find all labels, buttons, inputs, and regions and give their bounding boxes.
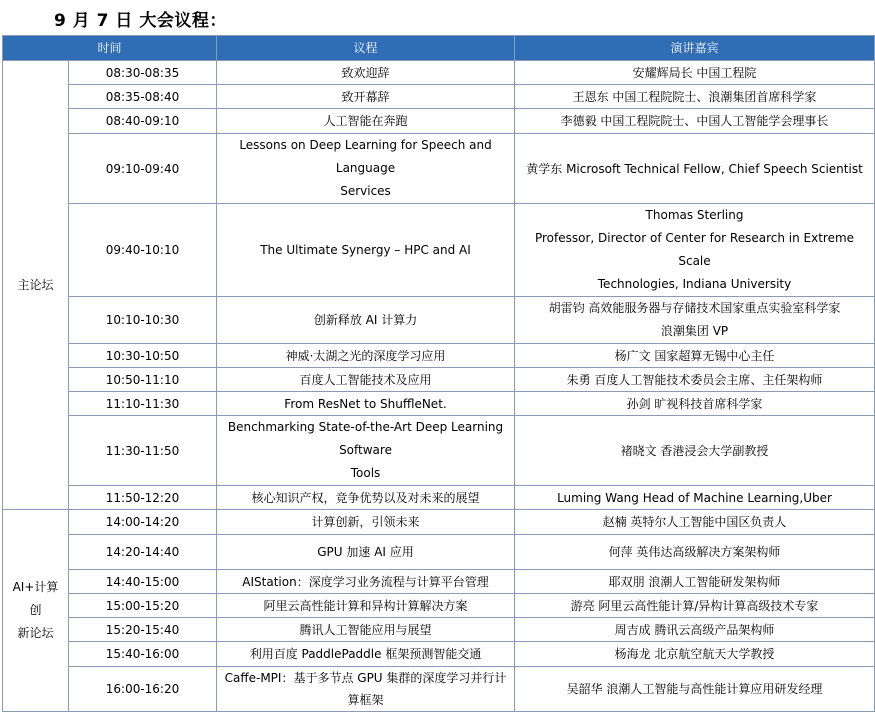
table-row [3,61,875,85]
agenda-body [3,61,875,712]
agenda-table [2,35,875,712]
cell-speaker: 朱勇 百度人工智能技术委员会主席、主任架构师 [515,368,875,392]
cell-speaker: 王恩东 中国工程院院士、浪潮集团首席科学家 [515,85,875,109]
header-speaker: 演讲嘉宾 [515,36,875,61]
cell-time: 08:35-08:40 [69,85,217,109]
table-row [3,134,875,204]
cell-speaker: 何萍 英伟达高级解决方案架构师 [515,535,875,570]
table-row [3,109,875,134]
table-row [3,204,875,297]
cell-time: 15:00-15:20 [69,594,217,618]
cell-agenda: 利用百度 PaddlePaddle 框架预测智能交通 [217,642,515,667]
cell-speaker: 杨海龙 北京航空航天大学教授 [515,642,875,667]
cell-time: 14:00-14:20 [69,510,217,535]
table-row [3,642,875,667]
cell-agenda: GPU 加速 AI 应用 [217,535,515,570]
cell-speaker: 褚晓文 香港浸会大学副教授 [515,416,875,486]
table-row [3,344,875,368]
table-row [3,618,875,642]
cell-agenda: 百度人工智能技术及应用 [217,368,515,392]
cell-time: 09:10-09:40 [69,134,217,204]
cell-time: 11:50-12:20 [69,486,217,510]
table-row [3,594,875,618]
forum-name: 主论坛 [3,61,69,510]
cell-time: 10:50-11:10 [69,368,217,392]
cell-time: 10:30-10:50 [69,344,217,368]
cell-agenda: From ResNet to ShuffleNet. [217,392,515,416]
cell-speaker: 黄学东 Microsoft Technical Fellow, Chief Speech Scientist [515,134,875,204]
cell-speaker: 安耀辉局长 中国工程院 [515,61,875,85]
cell-time: 11:30-11:50 [69,416,217,486]
cell-time: 16:00-16:20 [69,667,217,712]
cell-agenda: 致欢迎辞 [217,61,515,85]
cell-speaker: Thomas Sterling Professor, Director of Center for Research in Extreme Scale Technologies, Indiana University [515,204,875,297]
cell-agenda: 腾讯人工智能应用与展望 [217,618,515,642]
cell-time: 10:10-10:30 [69,297,217,344]
table-row [3,416,875,486]
cell-time: 14:40-15:00 [69,570,217,594]
table-row [3,510,875,535]
table-row [3,486,875,510]
cell-time: 11:10-11:30 [69,392,217,416]
cell-speaker: 胡雷钧 高效能服务器与存储技术国家重点实验室科学家 浪潮集团 VP [515,297,875,344]
cell-speaker: 赵楠 英特尔人工智能中国区负责人 [515,510,875,535]
cell-speaker: Luming Wang Head of Machine Learning,Uber [515,486,875,510]
header-row [3,36,875,61]
table-row [3,535,875,570]
cell-speaker: 李德毅 中国工程院院士、中国人工智能学会理事长 [515,109,875,134]
cell-agenda: Lessons on Deep Learning for Speech and Language Services [217,134,515,204]
cell-agenda: 创新释放 AI 计算力 [217,297,515,344]
cell-time: 15:20-15:40 [69,618,217,642]
cell-agenda: Caffe-MPI：基于多节点 GPU 集群的深度学习并行计算框架 [217,667,515,712]
table-row [3,85,875,109]
cell-agenda: The Ultimate Synergy – HPC and AI [217,204,515,297]
header-time: 时间 [3,36,217,61]
cell-speaker: 孙剑 旷视科技首席科学家 [515,392,875,416]
header-agenda: 议程 [217,36,515,61]
cell-agenda: 致开幕辞 [217,85,515,109]
cell-agenda: 核心知识产权，竞争优势以及对未来的展望 [217,486,515,510]
forum-name: AI+计算创 新论坛 [3,510,69,712]
cell-time: 15:40-16:00 [69,642,217,667]
cell-speaker: 游亮 阿里云高性能计算/异构计算高级技术专家 [515,594,875,618]
cell-agenda: Benchmarking State-of-the-Art Deep Learning Software Tools [217,416,515,486]
table-row [3,570,875,594]
cell-time: 14:20-14:40 [69,535,217,570]
cell-speaker: 耶双朋 浪潮人工智能研发架构师 [515,570,875,594]
table-row [3,392,875,416]
cell-time: 08:30-08:35 [69,61,217,85]
table-row [3,667,875,712]
cell-speaker: 吴韶华 浪潮人工智能与高性能计算应用研发经理 [515,667,875,712]
table-row [3,297,875,344]
cell-agenda: 神威·太湖之光的深度学习应用 [217,344,515,368]
cell-agenda: 阿里云高性能计算和异构计算解决方案 [217,594,515,618]
cell-time: 09:40-10:10 [69,204,217,297]
cell-agenda: 人工智能在奔跑 [217,109,515,134]
cell-time: 08:40-09:10 [69,109,217,134]
cell-speaker: 杨广文 国家超算无锡中心主任 [515,344,875,368]
cell-agenda: AIStation：深度学习业务流程与计算平台管理 [217,570,515,594]
table-row [3,368,875,392]
page-title: 9 月 7 日 大会议程： [54,11,227,31]
cell-agenda: 计算创新，引领未来 [217,510,515,535]
cell-speaker: 周吉成 腾讯云高级产品架构师 [515,618,875,642]
